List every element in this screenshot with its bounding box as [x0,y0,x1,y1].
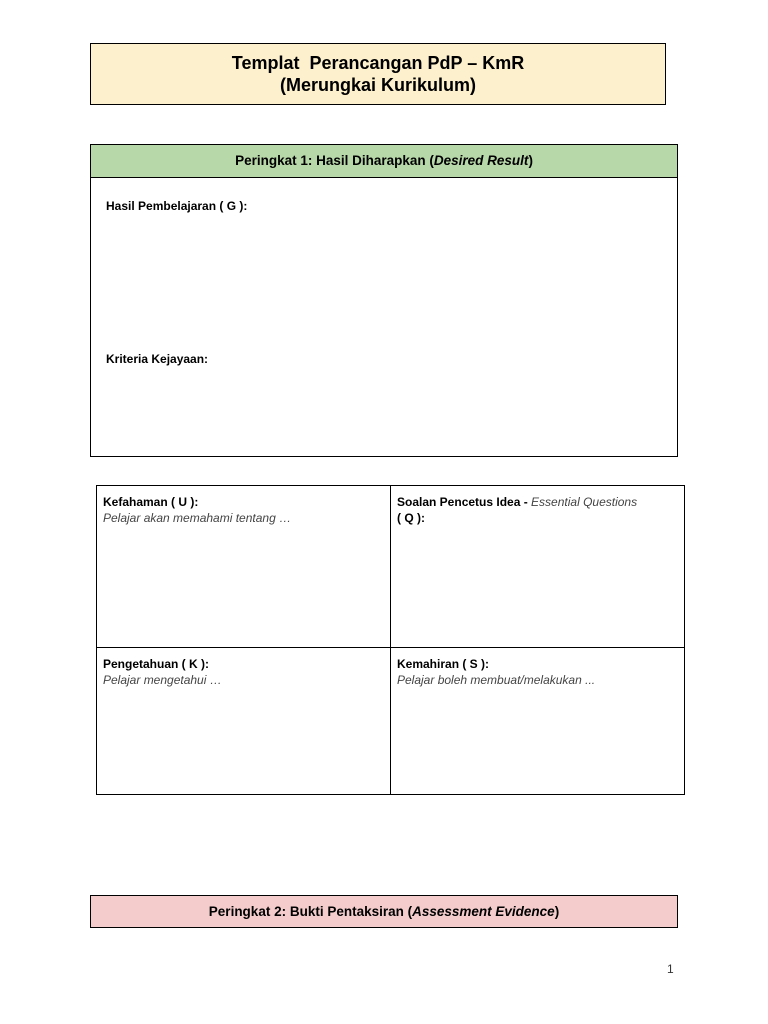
stage2-header-suffix: ) [554,904,560,919]
knowledge-cell [97,648,391,794]
essential-questions-code: ( Q ): [397,511,425,525]
planning-grid [96,485,685,795]
knowledge-label: Pengetahuan ( K ): [103,657,210,671]
skills-label: Kemahiran ( S ): [397,657,490,671]
skills-prompt: Pelajar boleh membuat/melakukan ... [397,673,596,687]
document-title: Templat Perancangan PdP – KmR [231,53,525,73]
understanding-prompt: Pelajar akan memahami tentang … [103,511,292,525]
stage1-section [90,144,678,457]
understanding-label: Kefahaman ( U ): [103,495,199,509]
page-number: 1 [667,962,674,976]
stage1-header-prefix: Peringkat 1: Hasil Diharapkan ( [235,153,434,168]
knowledge-prompt: Pelajar mengetahui … [103,673,222,687]
stage2-header-italic: Assessment Evidence [412,904,555,919]
stage2-header [90,895,678,928]
learning-outcome-label: Hasil Pembelajaran ( G ): [106,199,248,213]
stage2-header-prefix: Peringkat 2: Bukti Pentaksiran ( [208,904,413,919]
understanding-cell [97,486,391,648]
stage1-header [91,145,677,178]
document-subtitle: (Merungkai Kurikulum) [279,75,476,95]
essential-questions-label: Soalan Pencetus Idea - [397,495,532,509]
essential-questions-label-italic: Essential Questions [531,495,638,509]
success-criteria-label: Kriteria Kejayaan: [106,352,209,366]
essential-questions-cell [391,486,684,648]
skills-cell [391,648,684,794]
stage1-header-suffix: ) [528,153,533,168]
stage1-header-italic: Desired Result [433,153,529,168]
document-title-box [90,43,666,105]
